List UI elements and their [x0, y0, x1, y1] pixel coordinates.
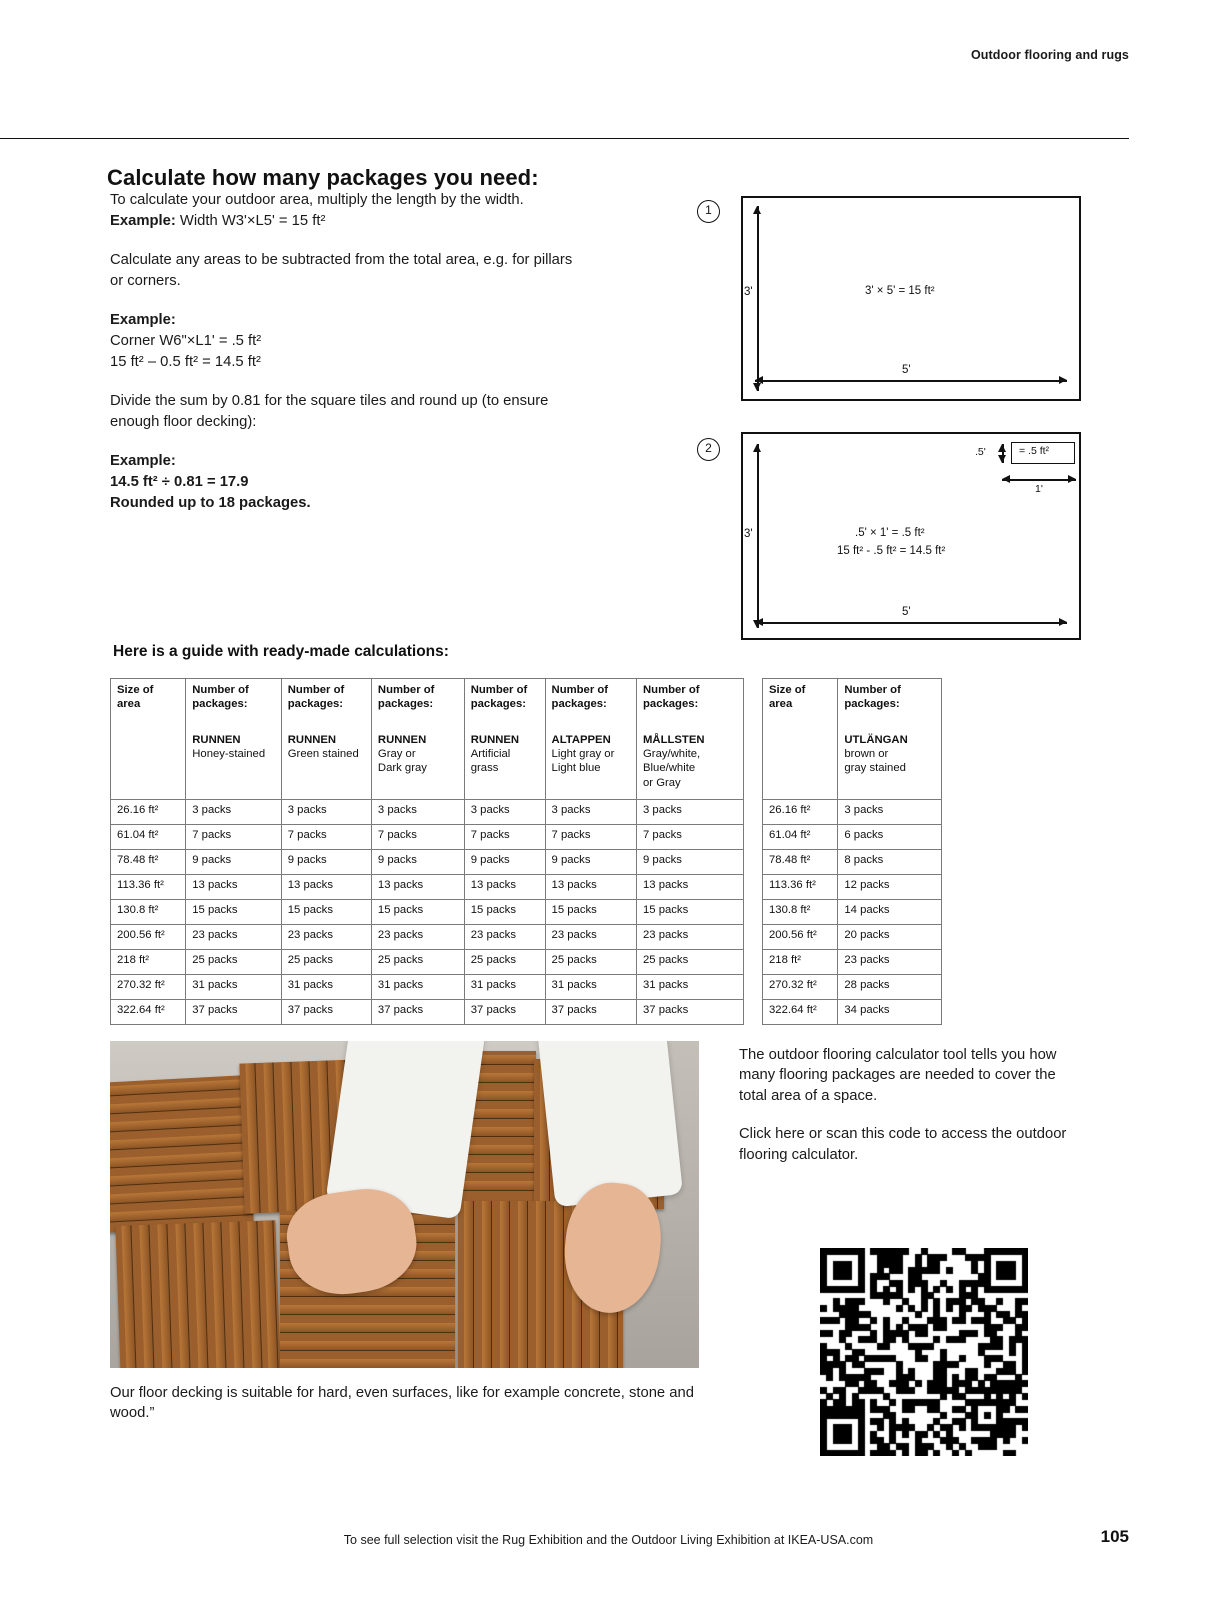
column-header-product: RUNNEN [192, 734, 241, 747]
table-cell-packages: 31 packs [371, 975, 464, 1000]
diagram-1-area-label: 3' × 5' = 15 ft² [865, 285, 935, 297]
example-line-2b: 15 ft² – 0.5 ft² = 14.5 ft² [110, 354, 261, 370]
column-header-product: MÅLLSTEN [643, 734, 705, 747]
calculator-description-column [739, 1045, 1074, 1183]
table-cell-packages: 12 packs [838, 875, 942, 900]
diagram-2-calc-line-1: .5' × 1' = .5 ft² [855, 527, 925, 539]
table-column-header [464, 679, 545, 800]
table-row [111, 800, 744, 825]
table-cell-packages: 23 packs [637, 925, 744, 950]
header-divider [0, 138, 1129, 139]
table-row [763, 925, 942, 950]
table-row [111, 1000, 744, 1025]
table-cell-packages: 23 packs [186, 925, 282, 950]
table-cell-area: 113.36 ft² [763, 875, 838, 900]
table-cell-area: 113.36 ft² [111, 875, 186, 900]
column-header-title: Size of area [117, 684, 154, 711]
table-cell-packages: 31 packs [281, 975, 371, 1000]
section-header-label: Outdoor flooring and rugs [970, 48, 1129, 62]
table-cell-packages: 7 packs [281, 825, 371, 850]
diagram-2-corner-width-arrow [1002, 479, 1076, 481]
table-cell-packages: 9 packs [186, 850, 282, 875]
table-cell-packages: 7 packs [371, 825, 464, 850]
table-cell-packages: 15 packs [545, 900, 636, 925]
product-photo [110, 1041, 699, 1368]
table-cell-packages: 9 packs [464, 850, 545, 875]
guide-title: Here is a guide with ready-made calculations: [113, 643, 449, 660]
example-label-3: Example: [110, 453, 176, 469]
table-row [763, 800, 942, 825]
table-cell-packages: 31 packs [464, 975, 545, 1000]
table-cell-area: 26.16 ft² [763, 800, 838, 825]
diagram-1-number: 1 [697, 200, 720, 223]
calculator-paragraph-1: The outdoor flooring calculator tool tells you how many flooring packages are needed to cover the total area of a space. [739, 1047, 1057, 1104]
table-cell-packages: 9 packs [281, 850, 371, 875]
table-cell-packages: 13 packs [186, 875, 282, 900]
table-cell-packages: 3 packs [464, 800, 545, 825]
instruction-paragraph-1 [110, 190, 580, 232]
table-cell-packages: 9 packs [637, 850, 744, 875]
packages-table-main [110, 678, 744, 1025]
example-line-3b: Rounded up to 18 packages. [110, 495, 311, 511]
table-cell-packages: 13 packs [281, 875, 371, 900]
diagram-1-area-box [741, 196, 1081, 401]
table-cell-area: 78.48 ft² [763, 850, 838, 875]
table-row [111, 825, 744, 850]
column-header-variant: Gray/white, Blue/white or Gray [643, 748, 701, 789]
example-line-3a: 14.5 ft² ÷ 0.81 = 17.9 [110, 474, 249, 490]
footer-text: To see full selection visit the Rug Exhibition and the Outdoor Living Exhibition at IKEA-USA.com [343, 1533, 874, 1547]
packages-table-utlangan-body [763, 800, 942, 1025]
column-header-title: Number of packages: [377, 684, 435, 711]
column-header-title: Number of packages: [470, 684, 528, 711]
table-row [763, 1000, 942, 1025]
table-cell-area: 130.8 ft² [111, 900, 186, 925]
table-cell-area: 200.56 ft² [763, 925, 838, 950]
table-cell-packages: 13 packs [637, 875, 744, 900]
table-cell-packages: 9 packs [545, 850, 636, 875]
table-cell-packages: 15 packs [464, 900, 545, 925]
table-cell-packages: 7 packs [545, 825, 636, 850]
instruction-paragraph-5 [110, 451, 580, 514]
table-cell-packages: 37 packs [637, 1000, 744, 1025]
table-cell-packages: 25 packs [371, 950, 464, 975]
instruction-paragraph-3 [110, 310, 580, 373]
table-cell-area: 218 ft² [111, 950, 186, 975]
table-cell-packages: 25 packs [464, 950, 545, 975]
table-cell-packages: 3 packs [371, 800, 464, 825]
table-column-header [111, 679, 186, 800]
table-cell-packages: 31 packs [545, 975, 636, 1000]
column-header-product: UTLÄNGAN [844, 734, 908, 747]
diagram-1-width-arrow [755, 380, 1067, 382]
column-header-variant: Green stained [287, 748, 359, 761]
table-column-header [838, 679, 942, 800]
table-cell-packages: 34 packs [838, 1000, 942, 1025]
table-cell-packages: 23 packs [464, 925, 545, 950]
diagram-2 [697, 432, 1087, 647]
table-row [763, 825, 942, 850]
table-cell-packages: 8 packs [838, 850, 942, 875]
table-column-header [637, 679, 744, 800]
diagram-2-height-label: 3' [744, 528, 753, 540]
instruction-text-1: To calculate your outdoor area, multiply the length by the width. [110, 192, 524, 208]
table-cell-packages: 3 packs [281, 800, 371, 825]
qr-code[interactable] [820, 1248, 1028, 1456]
table-cell-area: 130.8 ft² [763, 900, 838, 925]
column-header-variant: Honey-stained [192, 748, 266, 761]
table-cell-packages: 13 packs [545, 875, 636, 900]
table-cell-packages: 25 packs [186, 950, 282, 975]
table-cell-packages: 28 packs [838, 975, 942, 1000]
table-cell-area: 322.64 ft² [763, 1000, 838, 1025]
column-header-product: RUNNEN [470, 734, 520, 747]
table-cell-packages: 23 packs [838, 950, 942, 975]
table-cell-packages: 14 packs [838, 900, 942, 925]
diagram-2-width-label: 5' [902, 606, 911, 618]
table-cell-packages: 37 packs [281, 1000, 371, 1025]
table-row [111, 975, 744, 1000]
instructions-column [110, 190, 580, 532]
instruction-paragraph-4: Divide the sum by 0.81 for the square tiles and round up (to ensure enough floor decking): [110, 393, 549, 430]
table-cell-packages: 6 packs [838, 825, 942, 850]
column-header-product: RUNNEN [287, 734, 337, 747]
table-cell-packages: 9 packs [371, 850, 464, 875]
table-column-header [545, 679, 636, 800]
page-number: 105 [1100, 1527, 1129, 1546]
table-cell-area: 218 ft² [763, 950, 838, 975]
diagram-2-width-arrow [755, 622, 1067, 624]
table-cell-packages: 3 packs [637, 800, 744, 825]
diagram-2-corner-width-label: 1' [1035, 483, 1043, 495]
column-header-title: Number of packages: [287, 684, 345, 711]
table-cell-packages: 3 packs [186, 800, 282, 825]
table-column-header [763, 679, 838, 800]
table-cell-packages: 7 packs [464, 825, 545, 850]
table-row [111, 900, 744, 925]
diagram-1-height-label: 3' [744, 286, 753, 298]
table-cell-packages: 13 packs [371, 875, 464, 900]
table-row [763, 900, 942, 925]
table-cell-packages: 15 packs [281, 900, 371, 925]
packages-table-utlangan [762, 678, 942, 1025]
table-cell-area: 270.32 ft² [111, 975, 186, 1000]
table-cell-packages: 3 packs [838, 800, 942, 825]
column-header-title: Number of packages: [192, 684, 249, 711]
example-label-1: Example: [110, 213, 176, 229]
table-cell-packages: 7 packs [637, 825, 744, 850]
table-row [763, 850, 942, 875]
table-header-row [763, 679, 942, 800]
table-row [763, 950, 942, 975]
diagram-2-corner-height-label: .5' [975, 446, 986, 458]
table-cell-area: 270.32 ft² [763, 975, 838, 1000]
table-cell-packages: 15 packs [371, 900, 464, 925]
table-cell-packages: 37 packs [545, 1000, 636, 1025]
calculator-paragraph-2: Click here or scan this code to access the outdoor flooring calculator. [739, 1126, 1067, 1163]
diagram-2-calc-line-2: 15 ft² - .5 ft² = 14.5 ft² [837, 545, 946, 557]
table-cell-area: 61.04 ft² [763, 825, 838, 850]
table-cell-packages: 20 packs [838, 925, 942, 950]
table-column-header [371, 679, 464, 800]
table-row [111, 950, 744, 975]
table-row [111, 925, 744, 950]
column-header-title: Size of area [769, 684, 806, 711]
column-header-variant: Artificial grass [470, 748, 511, 775]
table-cell-packages: 31 packs [637, 975, 744, 1000]
diagram-1 [697, 196, 1087, 411]
table-cell-packages: 37 packs [186, 1000, 282, 1025]
table-row [111, 875, 744, 900]
example-line-2a: Corner W6"×L1' = .5 ft² [110, 333, 262, 349]
diagram-1-width-label: 5' [902, 364, 911, 376]
table-cell-area: 322.64 ft² [111, 1000, 186, 1025]
packages-table-main-head [111, 679, 744, 800]
table-cell-packages: 23 packs [371, 925, 464, 950]
table-column-header [186, 679, 282, 800]
table-cell-packages: 25 packs [281, 950, 371, 975]
table-cell-packages: 3 packs [545, 800, 636, 825]
table-cell-area: 61.04 ft² [111, 825, 186, 850]
packages-table-main-body [111, 800, 744, 1025]
example-label-2: Example: [110, 312, 176, 328]
diagram-2-height-arrow [757, 444, 759, 628]
table-cell-area: 78.48 ft² [111, 850, 186, 875]
column-header-product: ALTAPPEN [551, 734, 611, 747]
column-header-title: Number of packages: [844, 684, 901, 711]
example-text-1: Width W3'×L5' = 15 ft² [175, 213, 326, 229]
packages-table-utlangan-head [763, 679, 942, 800]
column-header-product: RUNNEN [377, 734, 427, 747]
table-cell-packages: 15 packs [186, 900, 282, 925]
table-header-row [111, 679, 744, 800]
table-cell-packages: 37 packs [371, 1000, 464, 1025]
deck-tile [110, 1075, 254, 1233]
table-cell-packages: 25 packs [637, 950, 744, 975]
column-header-title: Number of packages: [643, 684, 700, 711]
table-row [111, 850, 744, 875]
diagram-2-corner-area-label: = .5 ft² [1019, 445, 1050, 457]
table-cell-packages: 23 packs [545, 925, 636, 950]
deck-tile [115, 1220, 280, 1368]
column-header-title: Number of packages: [551, 684, 609, 711]
diagram-2-number: 2 [697, 438, 720, 461]
column-header-variant: Gray or Dark gray [377, 748, 427, 775]
table-cell-packages: 13 packs [464, 875, 545, 900]
table-column-header [281, 679, 371, 800]
table-row [763, 875, 942, 900]
table-cell-packages: 23 packs [281, 925, 371, 950]
diagram-2-corner-height-arrow [1002, 444, 1004, 463]
column-header-variant: Light gray or Light blue [551, 748, 615, 775]
table-cell-packages: 25 packs [545, 950, 636, 975]
column-header-variant: brown or gray stained [844, 748, 906, 775]
table-cell-packages: 37 packs [464, 1000, 545, 1025]
table-cell-packages: 7 packs [186, 825, 282, 850]
table-row [763, 975, 942, 1000]
instruction-paragraph-2: Calculate any areas to be subtracted from the total area, e.g. for pillars or corners. [110, 252, 573, 289]
page-title: Calculate how many packages you need: [107, 164, 539, 190]
table-cell-area: 26.16 ft² [111, 800, 186, 825]
photo-caption: Our floor decking is suitable for hard, even surfaces, like for example concrete, stone and wood.” [110, 1385, 694, 1421]
table-cell-area: 200.56 ft² [111, 925, 186, 950]
table-cell-packages: 15 packs [637, 900, 744, 925]
table-cell-packages: 31 packs [186, 975, 282, 1000]
diagram-1-height-arrow [757, 206, 759, 391]
